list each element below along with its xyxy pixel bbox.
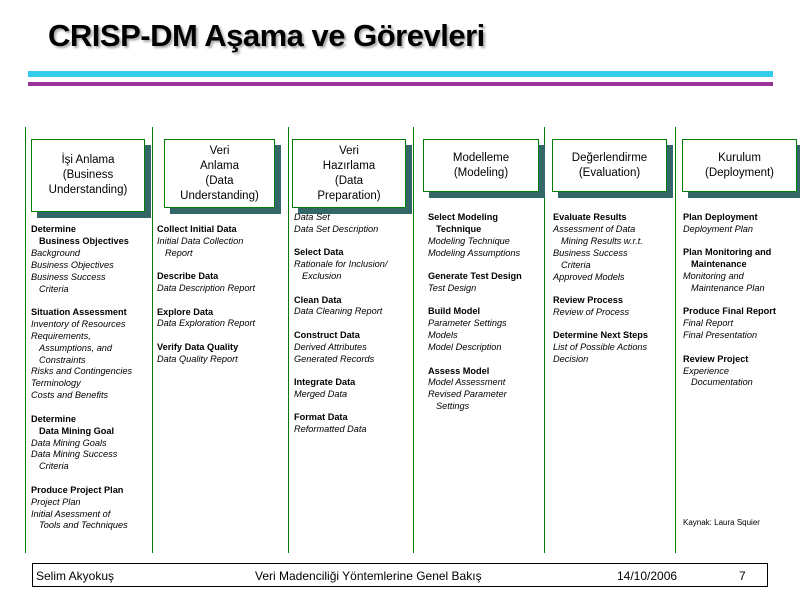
generic-task-line: Data Mining Goal	[39, 425, 115, 436]
generic-task	[157, 271, 287, 283]
generic-task	[157, 342, 287, 354]
generic-task	[31, 307, 153, 319]
task-outputs	[683, 366, 798, 390]
output-line: Documentation	[691, 377, 753, 388]
task-group	[553, 212, 673, 283]
output-line: Reformatted Data	[294, 424, 367, 435]
task-group	[31, 224, 153, 295]
output-line: Exclusion	[302, 271, 342, 282]
generic-task	[31, 224, 153, 248]
generic-task-line: Describe Data	[157, 271, 219, 282]
task-group	[31, 414, 153, 474]
generic-task	[683, 354, 798, 366]
footer-author: Selim Akyokuş	[36, 569, 115, 583]
column-divider	[544, 127, 545, 553]
task-group	[157, 342, 287, 366]
phase-header-modeling	[423, 139, 539, 192]
phase-header-line: Understanding)	[48, 184, 128, 196]
generic-task	[294, 330, 412, 342]
generic-task	[31, 485, 153, 497]
output-line: Data Mining Success	[31, 449, 118, 460]
task-outputs	[553, 342, 673, 366]
output-line: Business Success	[31, 271, 106, 282]
phase-header-line: İşi Anlama	[61, 154, 115, 166]
task-outputs	[683, 271, 798, 295]
output-line: List of Possible Actions	[553, 342, 648, 353]
generic-task	[553, 295, 673, 307]
output-line: Tools and Techniques	[39, 520, 128, 531]
task-group	[683, 354, 798, 390]
output-line: Decision	[553, 354, 589, 365]
title-rule-cyan	[28, 71, 773, 77]
generic-task	[294, 247, 412, 259]
generic-task	[683, 247, 798, 271]
output-line: Model Description	[428, 342, 502, 353]
generic-task	[294, 295, 412, 307]
generic-task	[428, 271, 543, 283]
generic-task-line: Generate Test Design	[428, 271, 522, 282]
phase-header-line: Understanding)	[180, 189, 259, 202]
generic-task-line: Situation Assessment	[31, 306, 127, 317]
phase-column-data-preparation	[294, 212, 412, 448]
phase-header-data-understanding	[164, 139, 275, 208]
output-line: Terminology	[31, 378, 81, 389]
footer-date: 14/10/2006	[617, 569, 678, 583]
footer-page-number: 7	[739, 569, 746, 583]
output-line: Data Quality Report	[157, 353, 238, 364]
task-outputs	[31, 319, 153, 402]
output-line: Revised Parameter	[428, 389, 507, 400]
generic-task-line: Produce Project Plan	[31, 484, 124, 495]
task-outputs	[31, 497, 153, 533]
task-group	[31, 485, 153, 533]
output-line: Final Report	[683, 318, 734, 329]
task-outputs	[294, 389, 412, 401]
phase-header-line: (Data	[334, 174, 364, 187]
output-line: Modeling Assumptions	[428, 247, 521, 258]
generic-task-line: Evaluate Results	[553, 212, 627, 222]
output-line: Inventory of Resources	[31, 318, 126, 329]
generic-task	[553, 330, 673, 342]
output-line: Data Set	[294, 212, 330, 222]
task-outputs	[31, 248, 153, 296]
phase-header-line: Anlama	[199, 159, 239, 172]
task-outputs	[294, 212, 412, 236]
output-line: Derived Attributes	[294, 341, 367, 352]
generic-task	[31, 414, 153, 438]
generic-task-line: Integrate Data	[294, 377, 356, 388]
output-line: Costs and Benefits	[31, 390, 109, 401]
task-group	[683, 306, 798, 342]
phase-header-line: Veri	[339, 144, 359, 157]
task-outputs	[294, 306, 412, 318]
task-outputs	[157, 318, 287, 330]
generic-task-line: Construct Data	[294, 329, 360, 340]
output-line: Review of Process	[553, 306, 630, 317]
phase-header-line: Veri	[209, 144, 230, 157]
task-group	[31, 307, 153, 402]
task-outputs	[157, 283, 287, 295]
phase-column-modeling	[428, 212, 543, 425]
task-group	[428, 212, 543, 260]
task-outputs	[157, 236, 287, 260]
phase-header-line: (Evaluation)	[578, 166, 641, 179]
generic-task	[553, 212, 673, 224]
task-group	[553, 295, 673, 319]
output-line: Risks and Contingencies	[31, 366, 133, 377]
phase-header-business-understanding	[31, 139, 145, 212]
generic-task-line: Build Model	[428, 306, 481, 317]
generic-task-line: Select Modeling	[428, 212, 498, 222]
output-line: Experience	[683, 365, 729, 376]
generic-task-line: Select Data	[294, 247, 344, 258]
phase-column-business-understanding	[31, 224, 153, 544]
generic-task	[428, 306, 543, 318]
output-line: Data Description Report	[157, 283, 256, 294]
task-outputs	[553, 224, 673, 284]
generic-task	[157, 307, 287, 319]
phase-header-line: Preparation)	[317, 189, 381, 202]
source-credit: Kaynak: Laura Squier	[683, 518, 760, 527]
output-line: Business Success	[553, 247, 628, 258]
task-group	[294, 247, 412, 283]
task-outputs	[428, 318, 543, 354]
task-outputs	[683, 224, 798, 236]
task-outputs	[683, 318, 798, 342]
phase-header-deployment	[682, 139, 797, 192]
generic-task-line: Review Project	[683, 353, 749, 364]
output-line: Models	[428, 330, 458, 341]
phase-header-line: (Data	[205, 174, 234, 187]
output-line: Rationale for Inclusion/	[294, 259, 388, 270]
output-line: Initial Data Collection	[157, 235, 244, 246]
task-group	[683, 212, 798, 236]
output-line: Settings	[436, 401, 470, 412]
output-line: Initial Asessment of	[31, 508, 111, 519]
phase-header-line: Kurulum	[718, 151, 761, 164]
phase-header-line: (Modeling)	[453, 166, 509, 179]
task-outputs	[157, 354, 287, 366]
phase-header-line: Değerlendirme	[571, 151, 648, 164]
task-group	[294, 412, 412, 436]
task-group	[683, 247, 798, 295]
output-line: Business Objectives	[31, 259, 114, 270]
task-group	[294, 330, 412, 366]
output-line: Criteria	[39, 283, 69, 294]
output-line: Criteria	[561, 259, 591, 270]
generic-task-line: Collect Initial Data	[157, 224, 237, 234]
task-outputs	[294, 424, 412, 436]
output-line: Data Set Description	[294, 223, 379, 234]
generic-task-line: Technique	[436, 223, 482, 234]
phase-header-line: Modelleme	[452, 151, 510, 164]
phase-header-line: Hazırlama	[322, 159, 376, 172]
task-outputs	[553, 307, 673, 319]
output-line: Report	[165, 247, 193, 258]
output-line: Mining Results w.r.t.	[561, 235, 643, 246]
task-group	[428, 366, 543, 414]
task-group	[294, 377, 412, 401]
footer-course-title: Veri Madenciliği Yöntemlerine Genel Bakış	[255, 569, 482, 583]
output-line: Constraints	[39, 354, 86, 365]
output-line: Deployment Plan	[683, 223, 753, 234]
task-group	[553, 330, 673, 366]
output-line: Data Exploration Report	[157, 318, 256, 329]
generic-task-line: Review Process	[553, 294, 623, 305]
output-line: Test Design	[428, 283, 477, 294]
phase-header-line: (Deployment)	[704, 166, 775, 179]
output-line: Modeling Technique	[428, 235, 510, 246]
task-outputs	[428, 377, 543, 413]
generic-task	[428, 366, 543, 378]
generic-task-line: Maintenance	[691, 259, 747, 270]
generic-task	[428, 212, 543, 236]
generic-task	[157, 224, 287, 236]
generic-task-line: Format Data	[294, 412, 348, 423]
generic-task-line: Assess Model	[428, 365, 490, 376]
generic-task-line: Plan Deployment	[683, 212, 758, 222]
output-line: Approved Models	[553, 271, 625, 282]
phase-header-line: (Business	[62, 169, 114, 181]
output-line: Assessment of Data	[553, 223, 636, 234]
phase-column-data-understanding	[157, 224, 287, 377]
generic-task-line: Verify Data Quality	[157, 341, 239, 352]
output-line: Monitoring and	[683, 271, 744, 282]
output-line: Data Mining Goals	[31, 437, 107, 448]
task-group	[157, 307, 287, 331]
slide-footer	[32, 563, 768, 587]
task-group	[294, 295, 412, 319]
phase-column-deployment	[683, 212, 798, 401]
task-group	[157, 271, 287, 295]
generic-task	[294, 377, 412, 389]
generic-task-line: Plan Monitoring and	[683, 247, 772, 258]
output-line: Model Assessment	[428, 377, 506, 388]
task-group	[428, 271, 543, 295]
column-divider	[288, 127, 289, 553]
output-line: Final Presentation	[683, 330, 758, 341]
generic-task-line: Determine	[31, 224, 76, 234]
output-line: Requirements,	[31, 330, 91, 341]
output-line: Criteria	[39, 461, 69, 472]
generic-task-line: Determine Next Steps	[553, 330, 648, 341]
generic-task-line: Determine	[31, 413, 76, 424]
output-line: Parameter Settings	[428, 318, 507, 329]
phase-column-evaluation	[553, 212, 673, 377]
output-line: Data Cleaning Report	[294, 306, 383, 317]
generic-task-line: Explore Data	[157, 306, 214, 317]
generic-task-line: Produce Final Report	[683, 306, 776, 317]
task-outputs	[31, 438, 153, 474]
task-outputs	[294, 259, 412, 283]
column-divider	[413, 127, 414, 553]
generic-task-line: Clean Data	[294, 294, 342, 305]
output-line: Merged Data	[294, 388, 348, 399]
generic-task	[683, 306, 798, 318]
output-line: Project Plan	[31, 496, 81, 507]
title-rule-purple	[28, 82, 773, 86]
task-outputs	[428, 283, 543, 295]
phase-header-evaluation	[552, 139, 667, 192]
phase-header-data-preparation	[292, 139, 406, 208]
task-group	[294, 212, 412, 236]
output-line: Background	[31, 247, 81, 258]
task-group	[157, 224, 287, 260]
task-outputs	[428, 236, 543, 260]
column-divider	[25, 127, 26, 553]
generic-task	[683, 212, 798, 224]
output-line: Assumptions, and	[39, 342, 113, 353]
generic-task	[294, 412, 412, 424]
slide-title: CRISP-DM Aşama ve Görevleri	[48, 18, 485, 53]
output-line: Maintenance Plan	[691, 283, 765, 294]
task-group	[428, 306, 543, 354]
task-outputs	[294, 342, 412, 366]
output-line: Generated Records	[294, 353, 375, 364]
column-divider	[675, 127, 676, 553]
generic-task-line: Business Objectives	[39, 235, 129, 246]
